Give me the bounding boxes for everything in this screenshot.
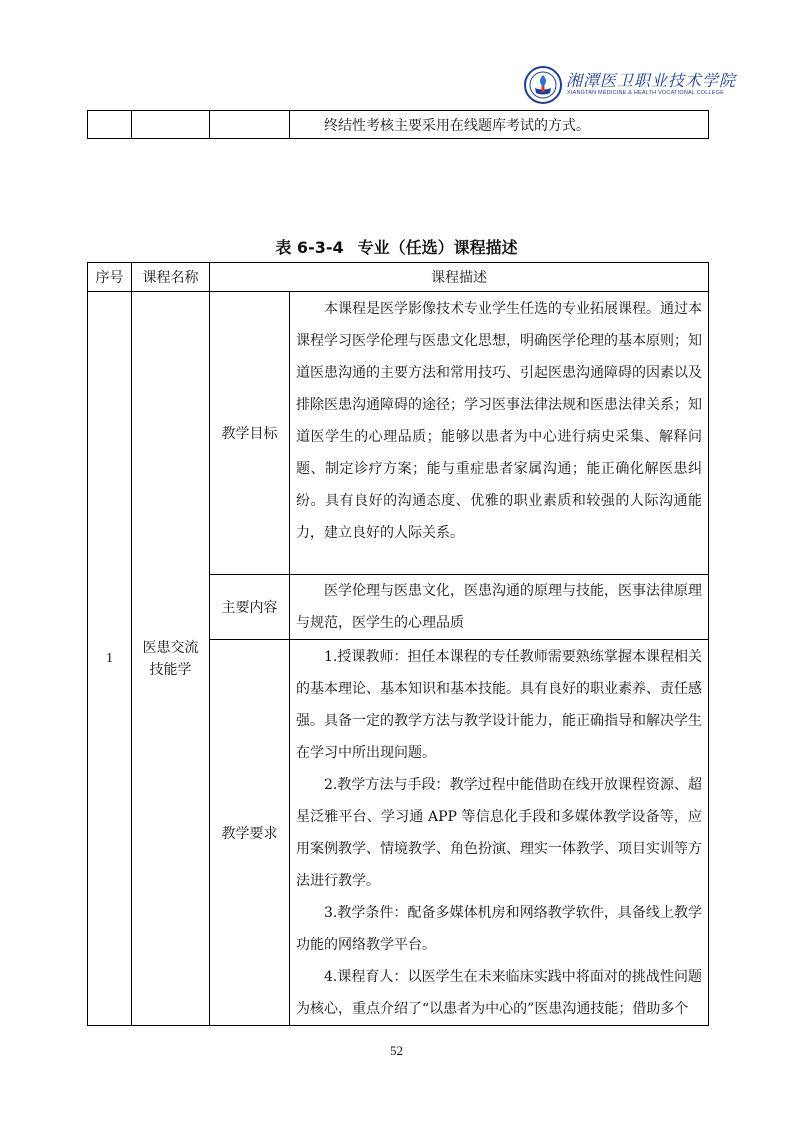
course-name [132,292,210,1026]
page-number: 52 [390,1043,403,1058]
assessment-text: 终结性考核主要采用在线题库考试的方式。 [290,111,709,139]
table-cell [132,111,210,139]
table-caption-number: 表 6-3-4 [275,238,344,257]
description-paragraph: 4.课程育人：以医学生在未来临床实践中将面对的挑战性问题为核心，重点介绍了“以患者为中心的”医患沟通技能；借助多个 [296,969,702,1017]
table-row [88,292,709,575]
header-seq: 序号 [88,263,132,292]
objectives-description [290,292,709,575]
table-caption [0,235,793,258]
description-paragraph: 3.教学条件：配备多媒体机房和网络教学软件，具备线上教学功能的网络教学平台。 [296,905,702,953]
table-cell [210,111,290,139]
course-name-line: 医患交流 [142,639,199,656]
header-course-name: 课程名称 [132,263,210,292]
continued-table [87,110,709,139]
description-paragraph: 1.授课教师：担任本课程的专任教师需要熟练掌握本课程相关的基本理论、基本知识和基本技能。具有良好的职业素养、责任感强。具备一定的教学方法与教学设计能力，能正确指导和解决学生在学习中所出现问题。 [296,649,702,761]
seq-number: 1 [88,292,132,1026]
row-label-content: 主要内容 [210,575,290,640]
table-header-row [88,263,709,292]
logo-chinese-name: 湘潭医卫职业技术学院 [566,71,737,90]
header-course-description: 课程描述 [210,263,709,292]
table-row [88,111,709,139]
college-emblem-icon [524,66,562,104]
description-paragraph: 本课程是医学影像技术专业学生任选的专业拓展课程。通过本课程学习医学伦理与医患文化思想，明确医学伦理的基本原则；知道医患沟通的主要方法和常用技巧、引起医患沟通障碍的因素以及排除医患沟通障碍的途径；学习医事法律法规和医患法律关系；知道医学生的心理品质；能够以患者为中心进行病史采集、解释问题、制定诊疗方案；能与重症患者家属沟通；能正确化解医患纠纷。具有良好的沟通态度、优雅的职业素质和较强的人际沟通能力，建立良好的人际关系。 [296,301,702,541]
row-label-objectives: 教学目标 [210,292,290,575]
table-caption-title: 专业（任选）课程描述 [357,238,518,257]
requirements-description [290,640,709,1026]
course-name-line: 技能学 [149,661,192,678]
description-paragraph: 2.教学方法与手段：教学过程中能借助在线开放课程资源、超星泛雅平台、学习通 APP 等信息化手段和多媒体教学设备等，应用案例教学、情境教学、角色扮演、理实一体教学、项目实训等方法进行教学。 [296,777,702,889]
description-paragraph: 医学伦理与医患文化，医患沟通的原理与技能，医事法律原理与规范，医学生的心理品质 [296,583,702,631]
college-logo [524,66,737,106]
table-cell [88,111,132,139]
logo-english-name: XIANGTAN MEDICINE & HEALTH VOCATIONAL COLLEGE [567,90,725,96]
content-description [290,575,709,640]
course-description-table [87,262,709,1026]
row-label-requirements: 教学要求 [210,640,290,1026]
